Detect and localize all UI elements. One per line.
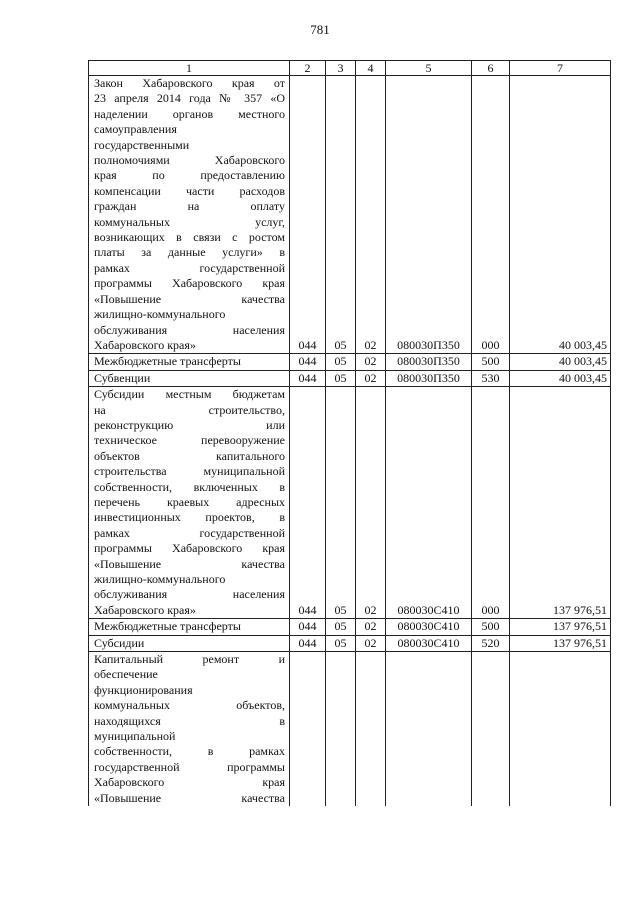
ved-cell bbox=[290, 652, 326, 807]
pr-cell: 02 bbox=[356, 619, 386, 635]
table-row bbox=[89, 619, 611, 635]
description-cell bbox=[89, 635, 290, 651]
description-line: государственными bbox=[94, 137, 190, 152]
header-cell-6: 6 bbox=[472, 61, 510, 76]
description-line: Капитальный ремонт и bbox=[94, 652, 285, 667]
csr-cell: 080030С410 bbox=[386, 619, 472, 635]
description-line: собственности, в рамках bbox=[94, 744, 285, 759]
description-line: полномочиями Хабаровского bbox=[94, 153, 285, 168]
vr-cell: 520 bbox=[472, 635, 510, 651]
description-line: Межбюджетные трансферты bbox=[94, 354, 241, 369]
pr-cell: 02 bbox=[356, 635, 386, 651]
description-line: 23 апреля 2014 года № 357 «О bbox=[94, 91, 285, 106]
description-line: объектов капитального bbox=[94, 448, 285, 463]
description-line: программы Хабаровского края bbox=[94, 276, 285, 291]
rz-cell bbox=[326, 652, 356, 807]
description-line: находящихся в bbox=[94, 713, 285, 728]
description-line: рамках государственной bbox=[94, 260, 285, 275]
rz-cell: 05 bbox=[326, 76, 356, 354]
ved-cell: 044 bbox=[290, 76, 326, 354]
sum-cell: 40 003,45 bbox=[510, 354, 611, 370]
ved-cell: 044 bbox=[290, 387, 326, 619]
sum-cell: 40 003,45 bbox=[510, 370, 611, 386]
description-line: края по предоставлению bbox=[94, 168, 285, 183]
description-line: перечень краевых адресных bbox=[94, 494, 285, 509]
description-cell bbox=[89, 76, 290, 354]
description-line: техническое перевооружение bbox=[94, 433, 285, 448]
ved-cell: 044 bbox=[290, 635, 326, 651]
pr-cell bbox=[356, 652, 386, 807]
csr-cell bbox=[386, 652, 472, 807]
sum-cell: 137 976,51 bbox=[510, 635, 611, 651]
sum-cell: 137 976,51 bbox=[510, 387, 611, 619]
description-line: Межбюджетные трансферты bbox=[94, 619, 241, 634]
description-line: реконструкцию или bbox=[94, 417, 285, 432]
budget-table bbox=[88, 60, 611, 806]
csr-cell: 080030П350 bbox=[386, 354, 472, 370]
description-line: Закон Хабаровского края от bbox=[94, 76, 285, 90]
pr-cell: 02 bbox=[356, 76, 386, 354]
header-row bbox=[89, 61, 611, 76]
csr-cell: 080030П350 bbox=[386, 370, 472, 386]
description-line: Субсидии bbox=[94, 635, 145, 650]
vr-cell: 530 bbox=[472, 370, 510, 386]
table-row bbox=[89, 652, 611, 807]
rz-cell: 05 bbox=[326, 635, 356, 651]
description-line: «Повышение качества bbox=[94, 790, 285, 805]
description-line: жилищно-коммунального bbox=[94, 307, 226, 322]
description-line: наделении органов местного bbox=[94, 106, 285, 121]
sum-cell: 40 003,45 bbox=[510, 76, 611, 354]
table-row bbox=[89, 76, 611, 354]
page-number: 781 bbox=[310, 22, 330, 37]
description-line: компенсации части расходов bbox=[94, 183, 285, 198]
pr-cell: 02 bbox=[356, 387, 386, 619]
description-cell bbox=[89, 619, 290, 635]
description-cell bbox=[89, 652, 290, 807]
rz-cell: 05 bbox=[326, 387, 356, 619]
table-row bbox=[89, 635, 611, 651]
vr-cell bbox=[472, 652, 510, 807]
header-cell-4: 4 bbox=[356, 61, 386, 76]
description-line: жилищно-коммунального bbox=[94, 572, 226, 586]
vr-cell: 500 bbox=[472, 354, 510, 370]
description-line: обслуживания населения bbox=[94, 322, 285, 337]
description-line: Субвенции bbox=[94, 370, 151, 385]
description-line: инвестиционных проектов, в bbox=[94, 510, 285, 525]
ved-cell: 044 bbox=[290, 354, 326, 370]
ved-cell: 044 bbox=[290, 370, 326, 386]
sum-cell: 137 976,51 bbox=[510, 619, 611, 635]
csr-cell: 080030П350 bbox=[386, 76, 472, 354]
description-line: возникающих в связи с ростом bbox=[94, 230, 285, 245]
header-cell-3: 3 bbox=[326, 61, 356, 76]
header-cell-2: 2 bbox=[290, 61, 326, 76]
table-row bbox=[89, 387, 611, 619]
vr-cell: 500 bbox=[472, 619, 510, 635]
csr-cell: 080030С410 bbox=[386, 635, 472, 651]
description-cell bbox=[89, 370, 290, 386]
description-line: коммунальных услуг, bbox=[94, 214, 285, 229]
description-line: на строительство, bbox=[94, 402, 285, 417]
description-cell bbox=[89, 387, 290, 619]
rz-cell: 05 bbox=[326, 619, 356, 635]
csr-cell: 080030С410 bbox=[386, 387, 472, 619]
vr-cell: 000 bbox=[472, 76, 510, 354]
header-cell-7: 7 bbox=[510, 61, 611, 76]
pr-cell: 02 bbox=[356, 370, 386, 386]
description-line: строительства муниципальной bbox=[94, 464, 285, 479]
table-body bbox=[89, 61, 611, 807]
ved-cell: 044 bbox=[290, 619, 326, 635]
description-cell bbox=[89, 354, 290, 370]
description-line: Хабаровского края» bbox=[94, 337, 196, 352]
description-line: Хабаровского края» bbox=[94, 602, 196, 617]
description-line: государственной программы bbox=[94, 759, 285, 774]
description-line: «Повышение качества bbox=[94, 291, 285, 306]
description-line: Субсидии местным бюджетам bbox=[94, 387, 285, 402]
table-row bbox=[89, 354, 611, 370]
description-line: коммунальных объектов, bbox=[94, 698, 285, 713]
vr-cell: 000 bbox=[472, 387, 510, 619]
rz-cell: 05 bbox=[326, 370, 356, 386]
description-line: обеспечение bbox=[94, 667, 158, 682]
description-line: самоуправления bbox=[94, 122, 177, 137]
sum-cell bbox=[510, 652, 611, 807]
description-line: платы за данные услуги» в bbox=[94, 245, 285, 260]
table-row bbox=[89, 370, 611, 386]
description-line: программы Хабаровского края bbox=[94, 541, 285, 556]
description-line: рамках государственной bbox=[94, 525, 285, 540]
header-cell-1: 1 bbox=[89, 61, 290, 76]
description-line: граждан на оплату bbox=[94, 199, 285, 214]
description-line: Хабаровского края bbox=[94, 775, 285, 790]
header-cell-5: 5 bbox=[386, 61, 472, 76]
description-line: обслуживания населения bbox=[94, 587, 285, 602]
rz-cell: 05 bbox=[326, 354, 356, 370]
description-line: собственности, включенных в bbox=[94, 479, 285, 494]
description-line: «Повышение качества bbox=[94, 556, 285, 571]
pr-cell: 02 bbox=[356, 354, 386, 370]
description-line: муниципальной bbox=[94, 729, 176, 744]
description-line: функционирования bbox=[94, 682, 193, 697]
